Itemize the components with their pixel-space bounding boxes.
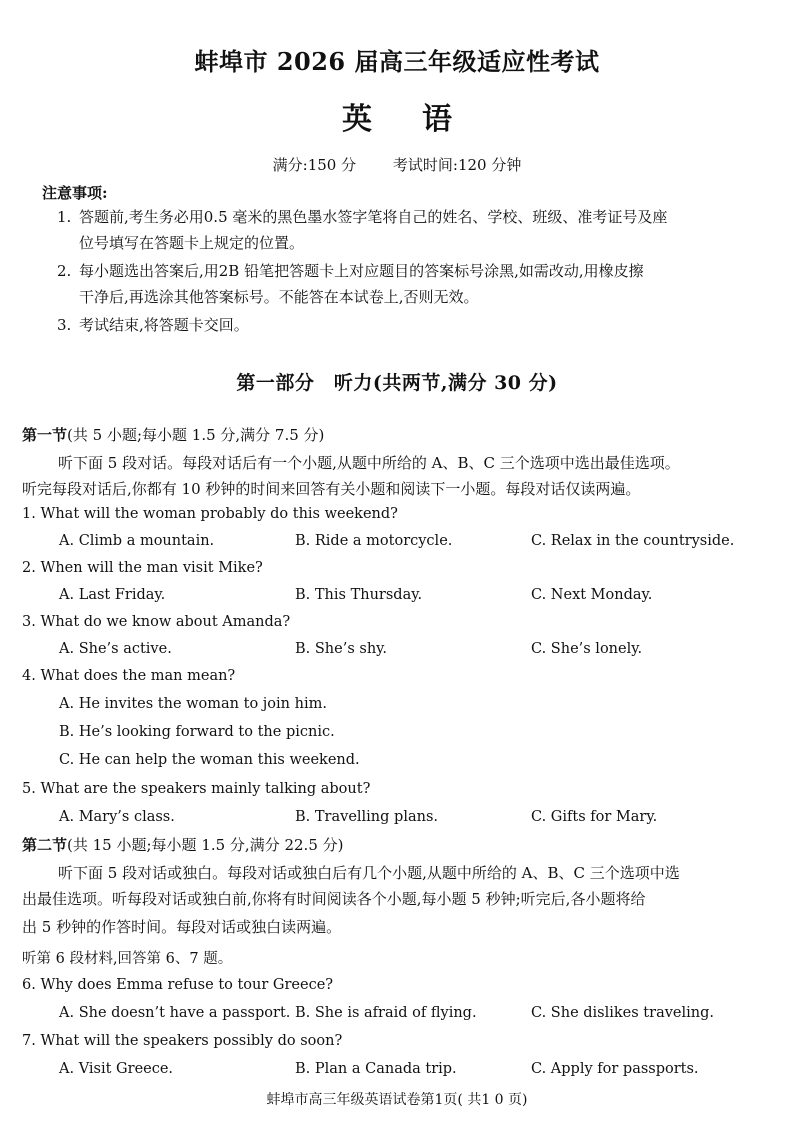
question-5: 5. What are the speakers mainly talking about? bbox=[22, 781, 371, 797]
page-footer: 蚌埠市高三年级英语试卷第1页( 共1 0 页) bbox=[266, 1092, 528, 1108]
option-b: B. This Thursday. bbox=[295, 587, 423, 603]
note-item-3 bbox=[57, 312, 773, 338]
option-a: A. Climb a mountain. bbox=[59, 533, 215, 549]
question-3: 3. What do we know about Amanda? bbox=[22, 614, 291, 630]
note-item-1 bbox=[57, 204, 773, 256]
option-b: B. She’s shy. bbox=[295, 641, 388, 657]
option-c: C. Relax in the countryside. bbox=[531, 533, 735, 549]
option-c: C. Apply for passports. bbox=[531, 1061, 699, 1077]
note-text-cont: 干净后,再选涂其他答案标号。不能答在本试卷上,否则无效。 bbox=[79, 288, 479, 306]
option-c: C. He can help the woman this weekend. bbox=[59, 752, 360, 768]
exam-title: 蚌埠市 2026 届高三年级适应性考试 bbox=[194, 47, 600, 76]
instr-line: 听完每段对话后,你都有 10 秒钟的时间来回答有关小题和阅读下一小题。每段对话仅读两遍。 bbox=[22, 480, 641, 498]
option-b: B. He’s looking forward to the picnic. bbox=[59, 724, 335, 740]
option-c: C. Next Monday. bbox=[531, 587, 653, 603]
section-two-instructions-cont2 bbox=[22, 914, 774, 940]
instr-line: 出 5 秒钟的作答时间。每段对话或独白读两遍。 bbox=[22, 918, 342, 936]
option-a: A. Visit Greece. bbox=[59, 1061, 174, 1077]
full-score: 满分:150 分 bbox=[272, 156, 357, 174]
section-one-title bbox=[22, 424, 324, 445]
note-number: 3. bbox=[57, 316, 72, 334]
option-a: A. Mary’s class. bbox=[59, 809, 175, 825]
section-two-instructions bbox=[22, 860, 774, 886]
question-4: 4. What does the man mean? bbox=[22, 668, 236, 684]
section-one-instructions-cont bbox=[22, 476, 774, 502]
option-a: A. She’s active. bbox=[59, 641, 172, 657]
section-one-info: (共 5 小题;每小题 1.5 分,满分 7.5 分) bbox=[67, 426, 325, 444]
option-c: C. She’s lonely. bbox=[531, 641, 643, 657]
question-7: 7. What will the speakers possibly do soon? bbox=[22, 1033, 343, 1049]
option-b: B. Plan a Canada trip. bbox=[295, 1061, 457, 1077]
note-text-cont: 位号填写在答题卡上规定的位置。 bbox=[79, 234, 305, 252]
option-b: B. Ride a motorcycle. bbox=[295, 533, 453, 549]
option-b: B. She is afraid of flying. bbox=[295, 1005, 477, 1021]
part-one-title: 第一部分 听力(共两节,满分 30 分) bbox=[236, 372, 558, 394]
instr-line: 听下面 5 段对话。每段对话后有一个小题,从题中所给的 A、B、C 三个选项中选出最佳选项。 bbox=[58, 454, 680, 472]
section-one-instructions bbox=[22, 450, 774, 476]
question-1: 1. What will the woman probably do this weekend? bbox=[22, 506, 398, 522]
section-two-info: (共 15 小题;每小题 1.5 分,满分 22.5 分) bbox=[67, 836, 344, 854]
note-text: 答题前,考生务必用0.5 毫米的黑色墨水签字笔将自己的姓名、学校、班级、准考证号及座 bbox=[79, 208, 668, 226]
question-6: 6. Why does Emma refuse to tour Greece? bbox=[22, 977, 334, 993]
note-number: 1. bbox=[57, 208, 72, 226]
option-a: A. She doesn’t have a passport. bbox=[59, 1005, 291, 1021]
option-a: A. He invites the woman to join him. bbox=[59, 696, 327, 712]
material-6-lead: 听第 6 段材料,回答第 6、7 题。 bbox=[22, 951, 233, 967]
section-one-name: 第一节 bbox=[22, 426, 68, 444]
question-2: 2. When will the man visit Mike? bbox=[22, 560, 263, 576]
section-two-name: 第二节 bbox=[22, 836, 68, 854]
note-text: 考试结束,将答题卡交回。 bbox=[79, 316, 249, 334]
note-number: 2. bbox=[57, 262, 72, 280]
exam-time: 考试时间:120 分钟 bbox=[392, 156, 522, 174]
option-b: B. Travelling plans. bbox=[295, 809, 438, 825]
instr-line: 听下面 5 段对话或独白。每段对话或独白后有几个小题,从题中所给的 A、B、C 三个选项中选 bbox=[58, 864, 680, 882]
option-c: C. Gifts for Mary. bbox=[531, 809, 658, 825]
notes-title: 注意事项: bbox=[42, 184, 108, 202]
option-c: C. She dislikes traveling. bbox=[531, 1005, 714, 1021]
section-two-instructions-cont bbox=[22, 886, 774, 912]
instr-line: 出最佳选项。听每段对话或独白前,你将有时间阅读各个小题,每小题 5 秒钟;听完后,各小题将给 bbox=[22, 890, 646, 908]
note-text: 每小题选出答案后,用2B 铅笔把答题卡上对应题目的答案标号涂黑,如需改动,用橡皮擦 bbox=[79, 262, 644, 280]
score-time-line bbox=[0, 154, 794, 175]
section-two-title bbox=[22, 834, 344, 855]
note-item-2 bbox=[57, 258, 773, 310]
option-a: A. Last Friday. bbox=[59, 587, 166, 603]
subject-title: 英语 bbox=[342, 102, 502, 137]
